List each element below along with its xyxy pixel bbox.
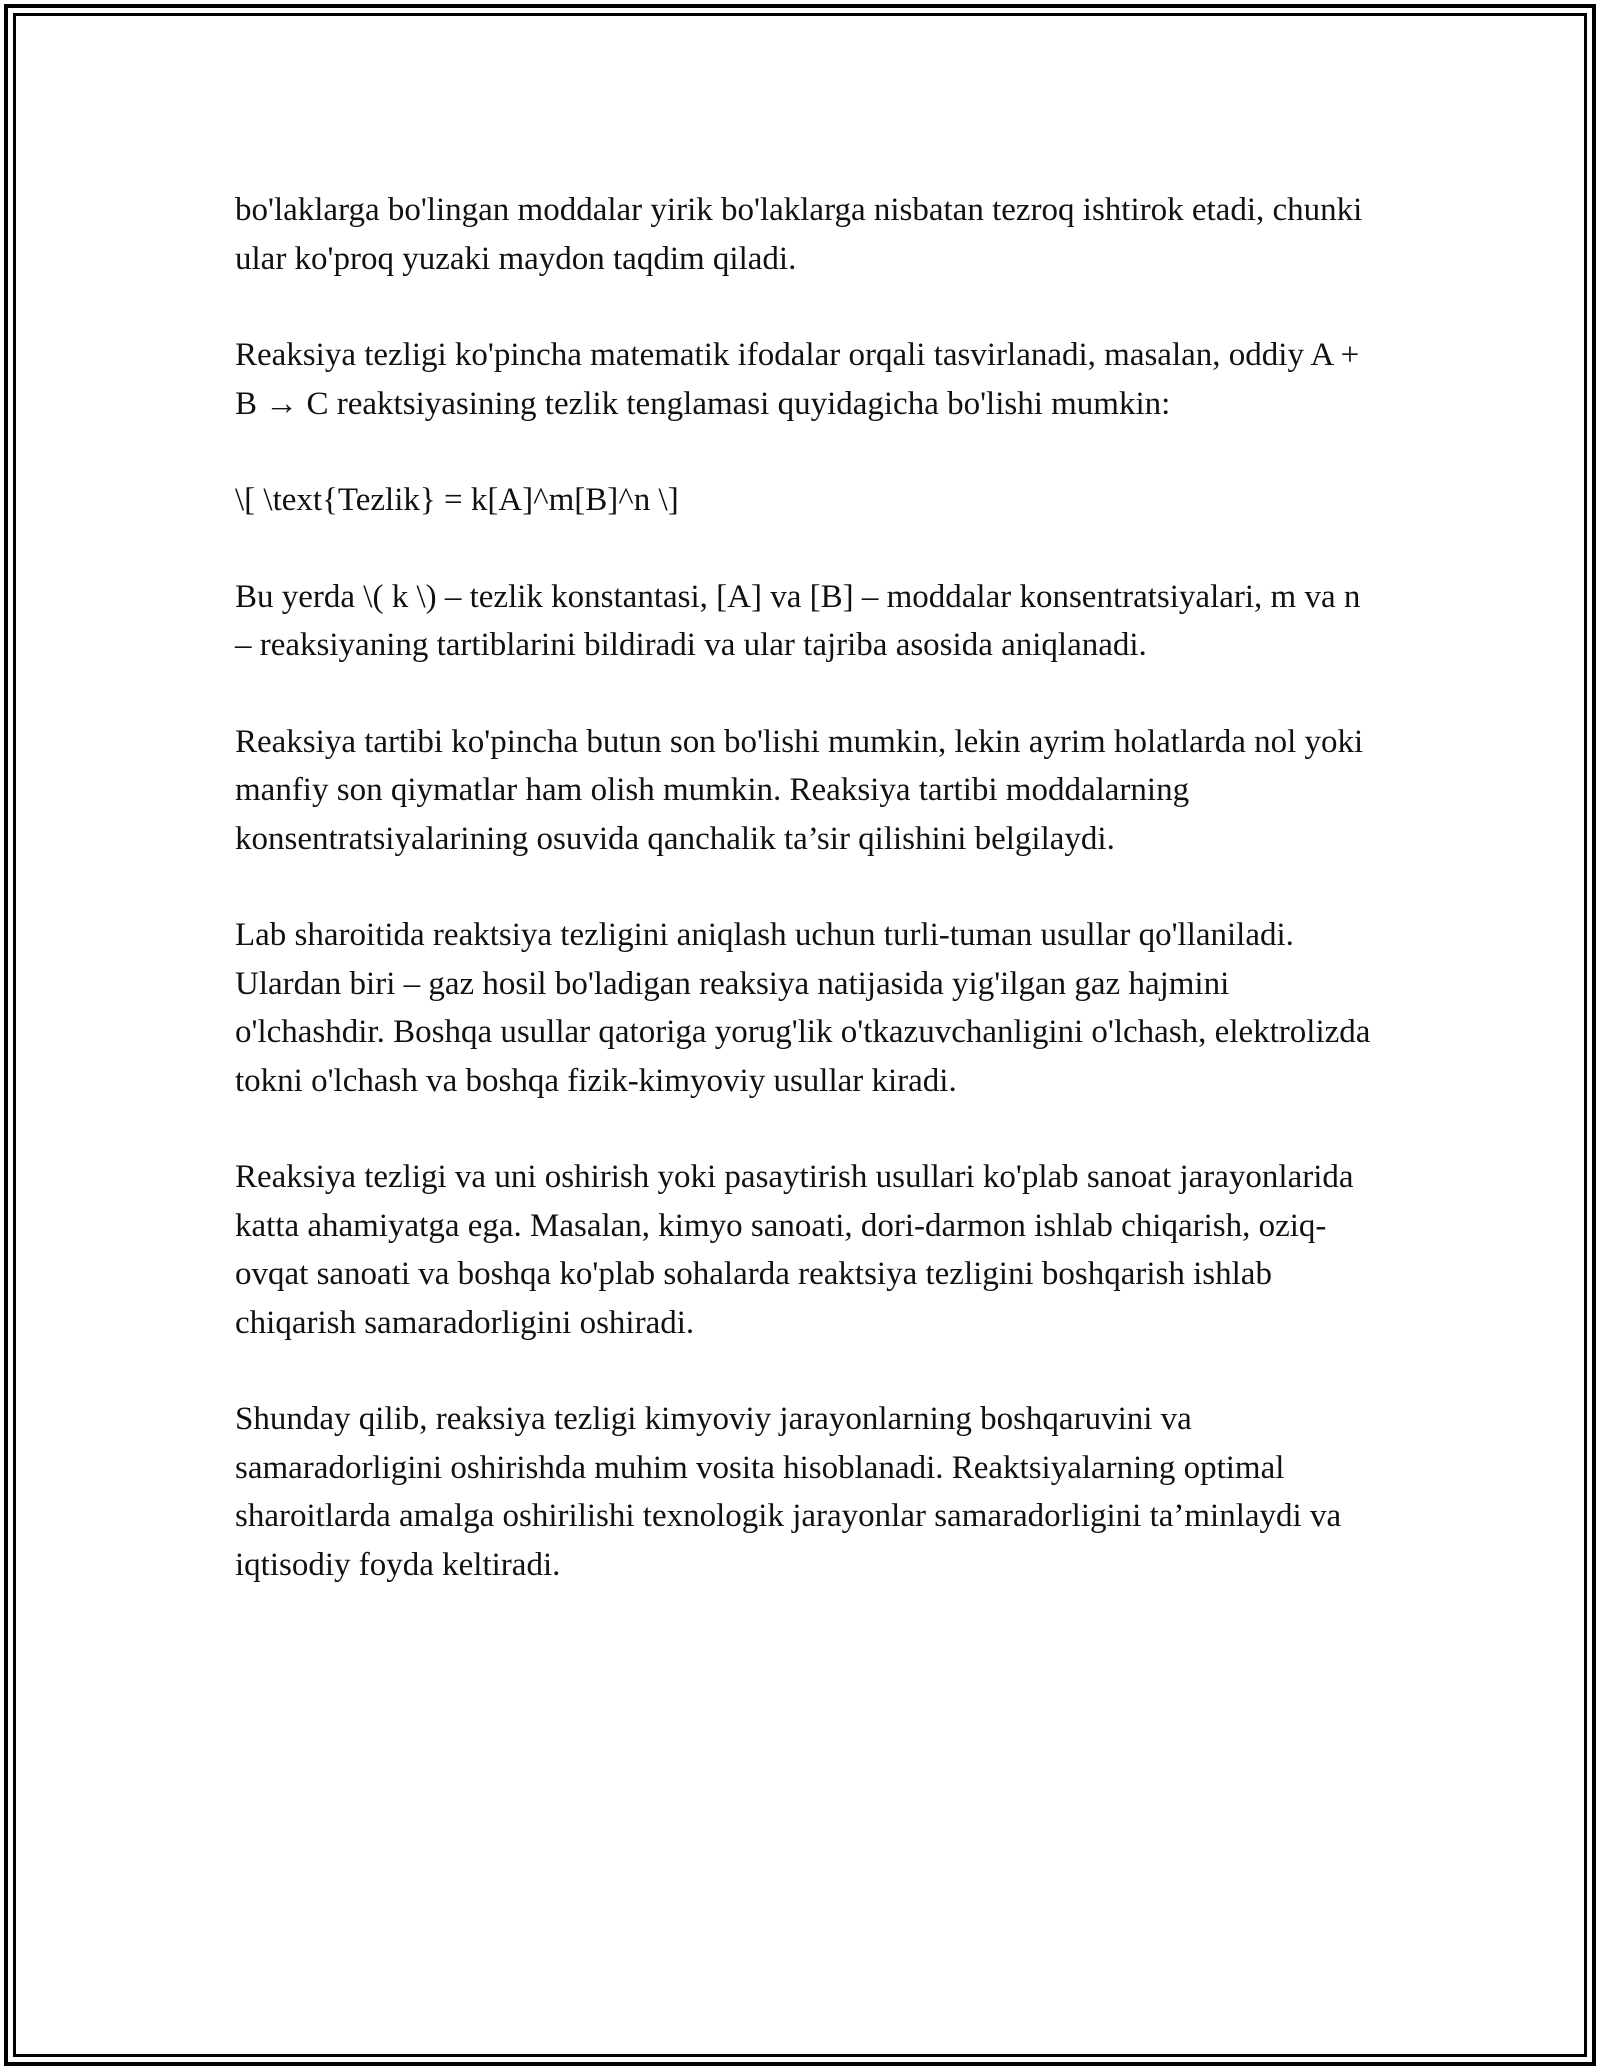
paragraph-rate-expression: Reaksiya tezligi ko'pincha matematik ifodalar orqali tasvirlanadi, masalan, oddiy A + B → C reaktsiyasining tezlik tenglamasi quyidagicha bo'lishi mumkin: [235,337,1360,422]
paragraph-surface-area: bo'laklarga bo'lingan moddalar yirik bo'laklarga nisbatan tezroq ishtirok etadi, chunki ular ko'proq yuzaki maydon taqdim qiladi. [235,192,1363,277]
paragraph-rate-constant: Bu yerda \( k \) – tezlik konstantasi, [A] va [B] – moddalar konsentratsiyalari, m va n – reaksiyaning tartiblarini bildiradi va ular tajriba asosida aniqlanadi. [235,578,1361,663]
paragraph-lab-methods: Lab sharoitida reaktsiya tezligini aniqlash uchun turli-tuman usullar qo'llaniladi. Ulardan biri – gaz hosil bo'ladigan reaksiya natijasida yig'ilgan gaz hajmini o'lchashdir. Boshqa usullar qatoriga yorug'lik o'tkazuvchanligini o'lchash, elektrolizda tokni o'lchash va boshqa fizik-kimyoviy usullar kiradi. [235,917,1371,1099]
paragraph-conclusion: Shunday qilib, reaksiya tezligi kimyoviy jarayonlarning boshqaruvini va samaradorligini oshirishda muhim vosita hisoblanadi. Reaktsiyalarning optimal sharoitlarda amalga oshirilishi texnologik jarayonlar samaradorligini ta’minlaydi va iqtisodiy foyda keltiradi. [235,1401,1342,1583]
rate-equation: \[ \text{Tezlik} = k[A]^m[B]^n \] [235,482,679,518]
document-body [235,186,1385,1637]
paragraph-industry: Reaksiya tezligi va uni oshirish yoki pasaytirish usullari ko'plab sanoat jarayonlarida katta ahamiyatga ega. Masalan, kimyo sanoati, dori-darmon ishlab chiqarish, oziq-ovqat sanoati va boshqa ko'plab sohalarda reaktsiya tezligini boshqarish ishlab chiqarish samaradorligini oshiradi. [235,1159,1354,1341]
paragraph-reaction-order: Reaksiya tartibi ko'pincha butun son bo'lishi mumkin, lekin ayrim holatlarda nol yoki manfiy son qiymatlar ham olish mumkin. Reaksiya tartibi moddalarning konsentratsiyalarining osuvida qanchalik ta’sir qilishini belgilaydi. [235,723,1364,857]
